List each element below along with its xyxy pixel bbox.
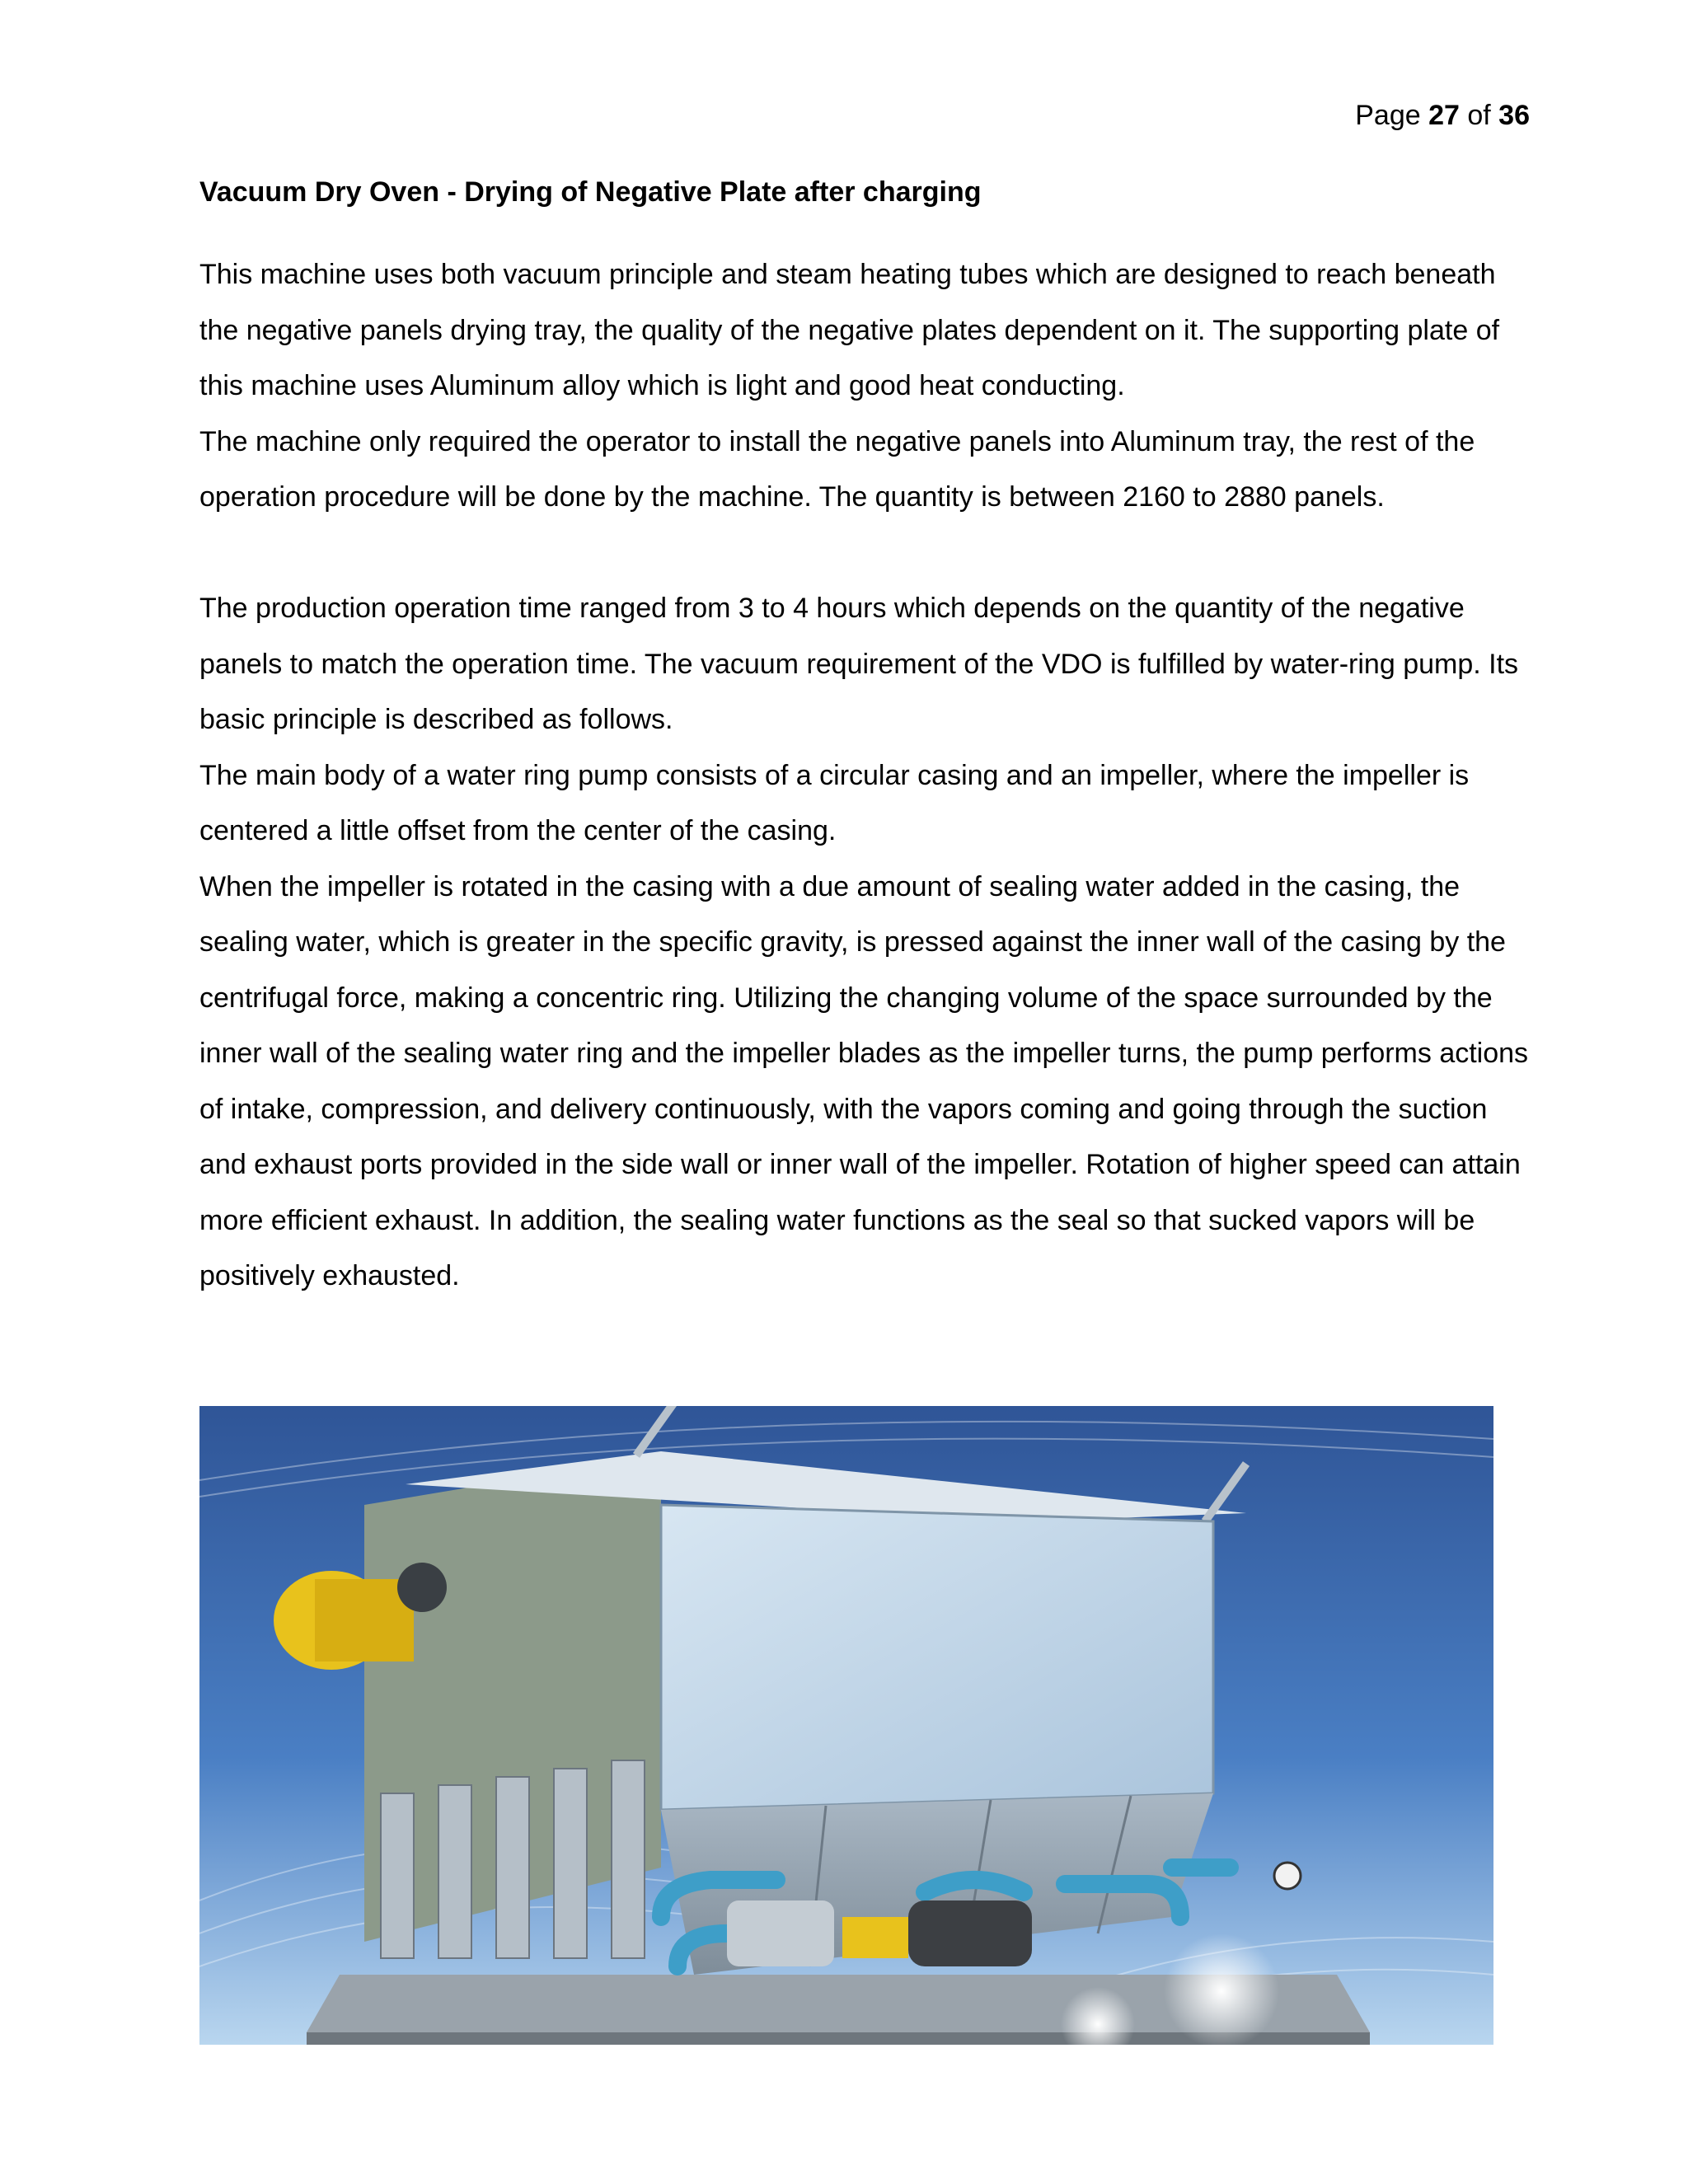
machine-illustration — [199, 1406, 1493, 2045]
section-title: Vacuum Dry Oven - Drying of Negative Plate after charging — [199, 176, 982, 208]
body-text — [199, 247, 1535, 1305]
light-glare — [1164, 1933, 1279, 2045]
paragraph-2: The machine only required the operator to install the negative panels into Aluminum tray, the rest of the operation procedure will be done by the machine. The quantity is between 2160 to 2880 panels. — [199, 425, 1475, 513]
page-total: 36 — [1498, 100, 1530, 131]
paragraph-spacer — [199, 526, 1535, 582]
page-current: 27 — [1428, 100, 1460, 131]
paragraph-5: When the impeller is rotated in the casing with a due amount of sealing water added in the casing, the sealing water, which is greater in the specific gravity, is pressed against the inner wall of the casing by the centrifugal force, making a concentric ring. Utilizing the changing volume of the space surrounded by the inner wall of the sealing water ring and the impeller blades as the impeller turns, the pump performs actions of intake, compression, and delivery continuously, with the vapors coming and going through the suction and exhaust ports provided in the side wall or inner wall of the impeller. Rotation of higher speed can attain more efficient exhaust. In addition, the sealing water functions as the seal so that sucked vapors will be positively exhausted. — [199, 870, 1529, 1291]
vacuum-dry-oven-photo — [199, 1406, 1493, 2045]
paragraph-3: The production operation time ranged from 3 to 4 hours which depends on the quantity of the negative panels to match the operation time. The vacuum requirement of the VDO is fulfilled by water-ring pump. Its basic principle is described as follows. — [199, 593, 1519, 735]
paragraph-4: The main body of a water ring pump consists of a circular casing and an impeller, where the impeller is centered a little offset from the center of the casing. — [199, 759, 1470, 846]
page-prefix: Page — [1355, 100, 1429, 131]
machine-front-panel — [661, 1505, 1213, 1810]
page-of: of — [1459, 100, 1499, 131]
page-number — [1355, 99, 1530, 132]
paragraph-1: This machine uses both vacuum principle and steam heating tubes which are designed to reach beneath the negative panels drying tray, the quality of the negative plates dependent on it. The supporting plate of this machine uses Aluminum alloy which is light and good heat conducting. — [199, 259, 1500, 401]
